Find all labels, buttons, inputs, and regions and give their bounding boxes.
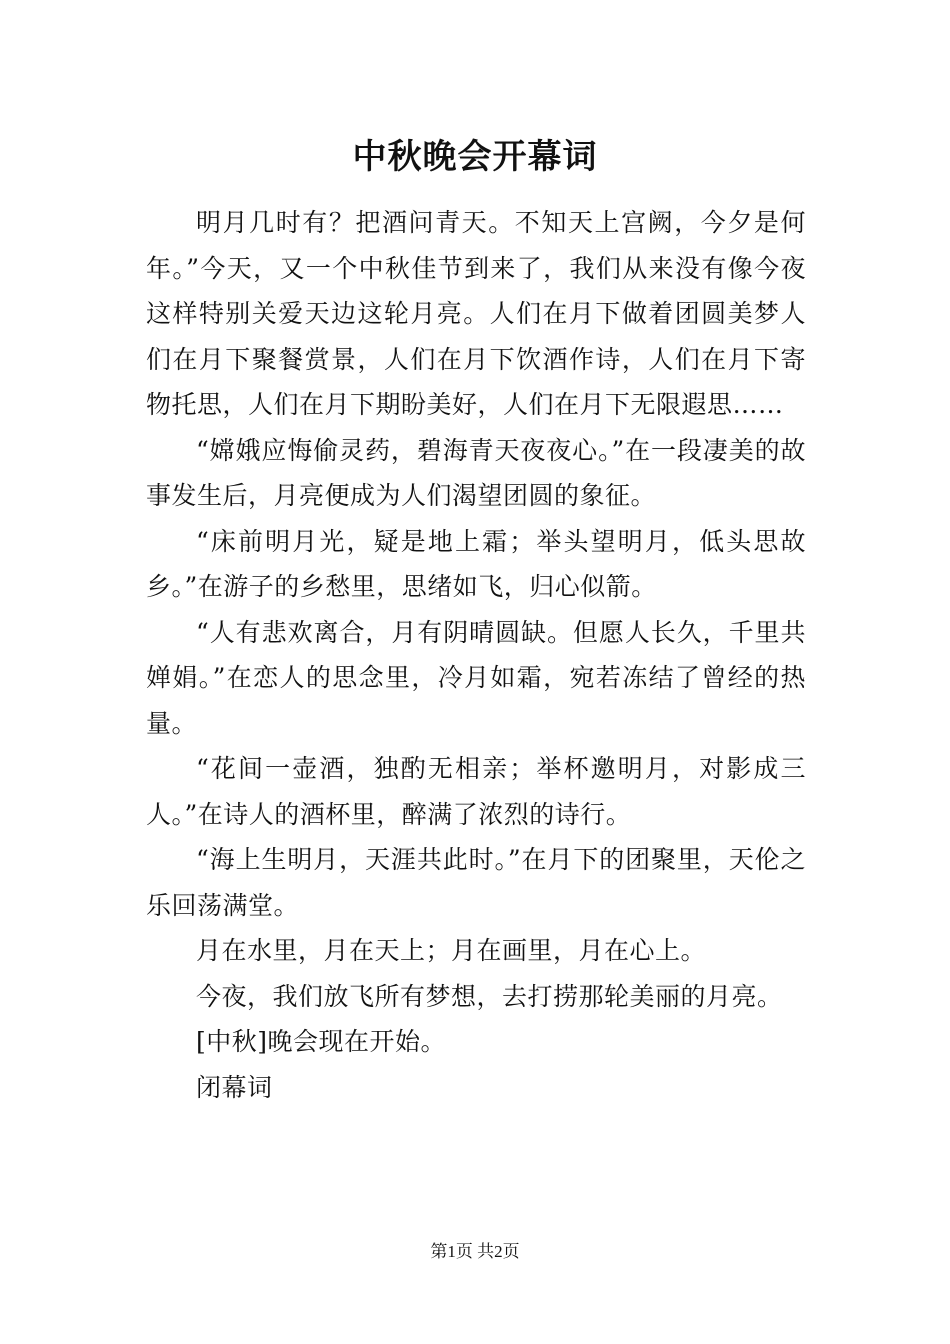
document-title: 中秋晚会开幕词 [352, 137, 598, 177]
paragraph: 明月几时有？把酒问青天。不知天上宫阙，今夕是何年。”今天，又一个中秋佳节到来了，我们从来没有像今夜这样特别关爱天边这轮月亮。人们在月下做着团圆美梦人们在月下聚餐赏景，人们在月下饮酒作诗，人们在月下寄物托思，人们在月下期盼美好，人们在月下无限遐思…… [146, 208, 806, 419]
paragraph: “海上生明月，天涯共此时。”在月下的团聚里，天伦之乐回荡满堂。 [146, 845, 806, 920]
paragraph: “人有悲欢离合，月有阴晴圆缺。但愿人长久，千里共婵娟。”在恋人的思念里，冷月如霜，宛若冻结了曾经的热量。 [146, 617, 806, 738]
paragraph: “床前明月光，疑是地上霜；举头望明月，低头思故乡。”在游子的乡愁里，思绪如飞，归心似箭。 [146, 526, 806, 601]
page-footer: 第1页 共2页 [430, 1242, 520, 1261]
paragraph: 月在水里，月在天上；月在画里，月在心上。 [196, 936, 707, 965]
paragraph: “嫦娥应悔偷灵药，碧海青天夜夜心。”在一段凄美的故事发生后，月亮便成为人们渴望团圆的象征。 [146, 435, 806, 510]
paragraph: 今夜，我们放飞所有梦想，去打捞那轮美丽的月亮。 [196, 981, 783, 1011]
paragraph: 闭幕词 [196, 1072, 273, 1102]
document-body [146, 200, 806, 1110]
paragraph: “花间一壶酒，独酌无相亲；举杯邀明月，对影成三人。”在诗人的酒杯里，醉满了浓烈的诗行。 [146, 754, 806, 829]
paragraph: [中秋]晚会现在开始。 [196, 1027, 447, 1056]
